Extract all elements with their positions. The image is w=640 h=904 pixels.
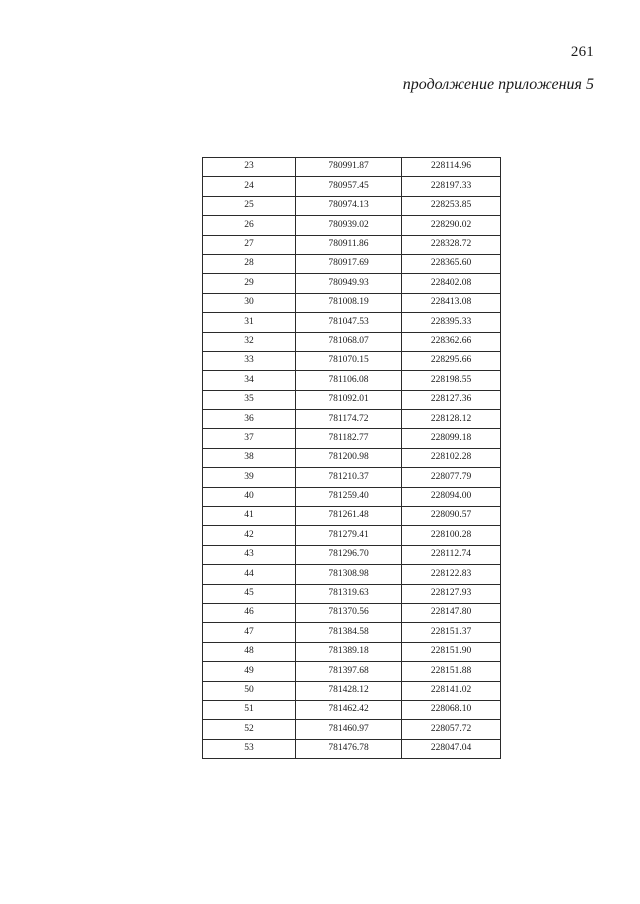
- point-number-cell: 52: [203, 720, 296, 739]
- x-coordinate-cell: 780911.86: [296, 235, 402, 254]
- point-number-cell: 28: [203, 254, 296, 273]
- y-coordinate-cell: 228365.60: [402, 254, 501, 273]
- y-coordinate-cell: 228147.80: [402, 603, 501, 622]
- y-coordinate-cell: 228100.28: [402, 526, 501, 545]
- table-row: [203, 623, 501, 642]
- table-row: [203, 216, 501, 235]
- point-number-cell: 49: [203, 662, 296, 681]
- y-coordinate-cell: 228114.96: [402, 158, 501, 177]
- x-coordinate-cell: 781296.70: [296, 545, 402, 564]
- x-coordinate-cell: 781182.77: [296, 429, 402, 448]
- x-coordinate-cell: 780917.69: [296, 254, 402, 273]
- point-number-cell: 36: [203, 410, 296, 429]
- x-coordinate-cell: 781047.53: [296, 313, 402, 332]
- table-row: [203, 448, 501, 467]
- x-coordinate-cell: 781259.40: [296, 487, 402, 506]
- y-coordinate-cell: 228395.33: [402, 313, 501, 332]
- point-number-cell: 44: [203, 565, 296, 584]
- point-number-cell: 29: [203, 274, 296, 293]
- y-coordinate-cell: 228122.83: [402, 565, 501, 584]
- y-coordinate-cell: 228253.85: [402, 196, 501, 215]
- x-coordinate-cell: 781389.18: [296, 642, 402, 661]
- x-coordinate-cell: 781279.41: [296, 526, 402, 545]
- x-coordinate-cell: 781210.37: [296, 468, 402, 487]
- y-coordinate-cell: 228197.33: [402, 177, 501, 196]
- y-coordinate-cell: 228151.88: [402, 662, 501, 681]
- table-row: [203, 487, 501, 506]
- page-number: 261: [570, 44, 594, 60]
- x-coordinate-cell: 780957.45: [296, 177, 402, 196]
- point-number-cell: 47: [203, 623, 296, 642]
- x-coordinate-cell: 781460.97: [296, 720, 402, 739]
- x-coordinate-cell: 781370.56: [296, 603, 402, 622]
- x-coordinate-cell: 780991.87: [296, 158, 402, 177]
- table-row: [203, 700, 501, 719]
- table-row: [203, 254, 501, 273]
- point-number-cell: 37: [203, 429, 296, 448]
- table-row: [203, 545, 501, 564]
- y-coordinate-cell: 228413.08: [402, 293, 501, 312]
- coordinates-table-container: [202, 157, 500, 759]
- y-coordinate-cell: 228151.90: [402, 642, 501, 661]
- x-coordinate-cell: 781106.08: [296, 371, 402, 390]
- x-coordinate-cell: 781397.68: [296, 662, 402, 681]
- y-coordinate-cell: 228362.66: [402, 332, 501, 351]
- coordinates-table-body: [203, 158, 501, 759]
- table-row: [203, 739, 501, 758]
- x-coordinate-cell: 781008.19: [296, 293, 402, 312]
- point-number-cell: 41: [203, 507, 296, 526]
- table-row: [203, 371, 501, 390]
- x-coordinate-cell: 781308.98: [296, 565, 402, 584]
- y-coordinate-cell: 228057.72: [402, 720, 501, 739]
- y-coordinate-cell: 228099.18: [402, 429, 501, 448]
- point-number-cell: 50: [203, 681, 296, 700]
- point-number-cell: 39: [203, 468, 296, 487]
- table-row: [203, 313, 501, 332]
- table-row: [203, 642, 501, 661]
- y-coordinate-cell: 228128.12: [402, 410, 501, 429]
- y-coordinate-cell: 228068.10: [402, 700, 501, 719]
- y-coordinate-cell: 228077.79: [402, 468, 501, 487]
- x-coordinate-cell: 781092.01: [296, 390, 402, 409]
- y-coordinate-cell: 228047.04: [402, 739, 501, 758]
- point-number-cell: 34: [203, 371, 296, 390]
- point-number-cell: 51: [203, 700, 296, 719]
- x-coordinate-cell: 780949.93: [296, 274, 402, 293]
- point-number-cell: 38: [203, 448, 296, 467]
- table-row: [203, 526, 501, 545]
- appendix-caption: продолжение приложения 5: [402, 76, 594, 93]
- table-row: [203, 274, 501, 293]
- y-coordinate-cell: 228290.02: [402, 216, 501, 235]
- x-coordinate-cell: 781476.78: [296, 739, 402, 758]
- x-coordinate-cell: 781462.42: [296, 700, 402, 719]
- x-coordinate-cell: 780939.02: [296, 216, 402, 235]
- point-number-cell: 43: [203, 545, 296, 564]
- table-row: [203, 158, 501, 177]
- table-row: [203, 196, 501, 215]
- x-coordinate-cell: 781428.12: [296, 681, 402, 700]
- point-number-cell: 32: [203, 332, 296, 351]
- x-coordinate-cell: 781174.72: [296, 410, 402, 429]
- table-row: [203, 720, 501, 739]
- x-coordinate-cell: 781070.15: [296, 351, 402, 370]
- point-number-cell: 25: [203, 196, 296, 215]
- point-number-cell: 35: [203, 390, 296, 409]
- table-row: [203, 293, 501, 312]
- y-coordinate-cell: 228127.93: [402, 584, 501, 603]
- table-row: [203, 390, 501, 409]
- table-row: [203, 584, 501, 603]
- table-row: [203, 662, 501, 681]
- y-coordinate-cell: 228198.55: [402, 371, 501, 390]
- y-coordinate-cell: 228127.36: [402, 390, 501, 409]
- table-row: [203, 681, 501, 700]
- point-number-cell: 48: [203, 642, 296, 661]
- y-coordinate-cell: 228295.66: [402, 351, 501, 370]
- y-coordinate-cell: 228112.74: [402, 545, 501, 564]
- point-number-cell: 23: [203, 158, 296, 177]
- point-number-cell: 40: [203, 487, 296, 506]
- point-number-cell: 26: [203, 216, 296, 235]
- x-coordinate-cell: 780974.13: [296, 196, 402, 215]
- y-coordinate-cell: 228094.00: [402, 487, 501, 506]
- point-number-cell: 46: [203, 603, 296, 622]
- point-number-cell: 53: [203, 739, 296, 758]
- y-coordinate-cell: 228090.57: [402, 507, 501, 526]
- y-coordinate-cell: 228141.02: [402, 681, 501, 700]
- point-number-cell: 24: [203, 177, 296, 196]
- point-number-cell: 30: [203, 293, 296, 312]
- table-row: [203, 603, 501, 622]
- table-row: [203, 177, 501, 196]
- table-row: [203, 235, 501, 254]
- table-row: [203, 332, 501, 351]
- x-coordinate-cell: 781200.98: [296, 448, 402, 467]
- table-row: [203, 351, 501, 370]
- x-coordinate-cell: 781068.07: [296, 332, 402, 351]
- table-row: [203, 565, 501, 584]
- table-row: [203, 507, 501, 526]
- table-row: [203, 468, 501, 487]
- y-coordinate-cell: 228102.28: [402, 448, 501, 467]
- point-number-cell: 27: [203, 235, 296, 254]
- table-row: [203, 410, 501, 429]
- coordinates-table: [202, 157, 501, 759]
- y-coordinate-cell: 228151.37: [402, 623, 501, 642]
- table-row: [203, 429, 501, 448]
- x-coordinate-cell: 781261.48: [296, 507, 402, 526]
- y-coordinate-cell: 228402.08: [402, 274, 501, 293]
- point-number-cell: 42: [203, 526, 296, 545]
- y-coordinate-cell: 228328.72: [402, 235, 501, 254]
- x-coordinate-cell: 781384.58: [296, 623, 402, 642]
- point-number-cell: 33: [203, 351, 296, 370]
- x-coordinate-cell: 781319.63: [296, 584, 402, 603]
- point-number-cell: 31: [203, 313, 296, 332]
- point-number-cell: 45: [203, 584, 296, 603]
